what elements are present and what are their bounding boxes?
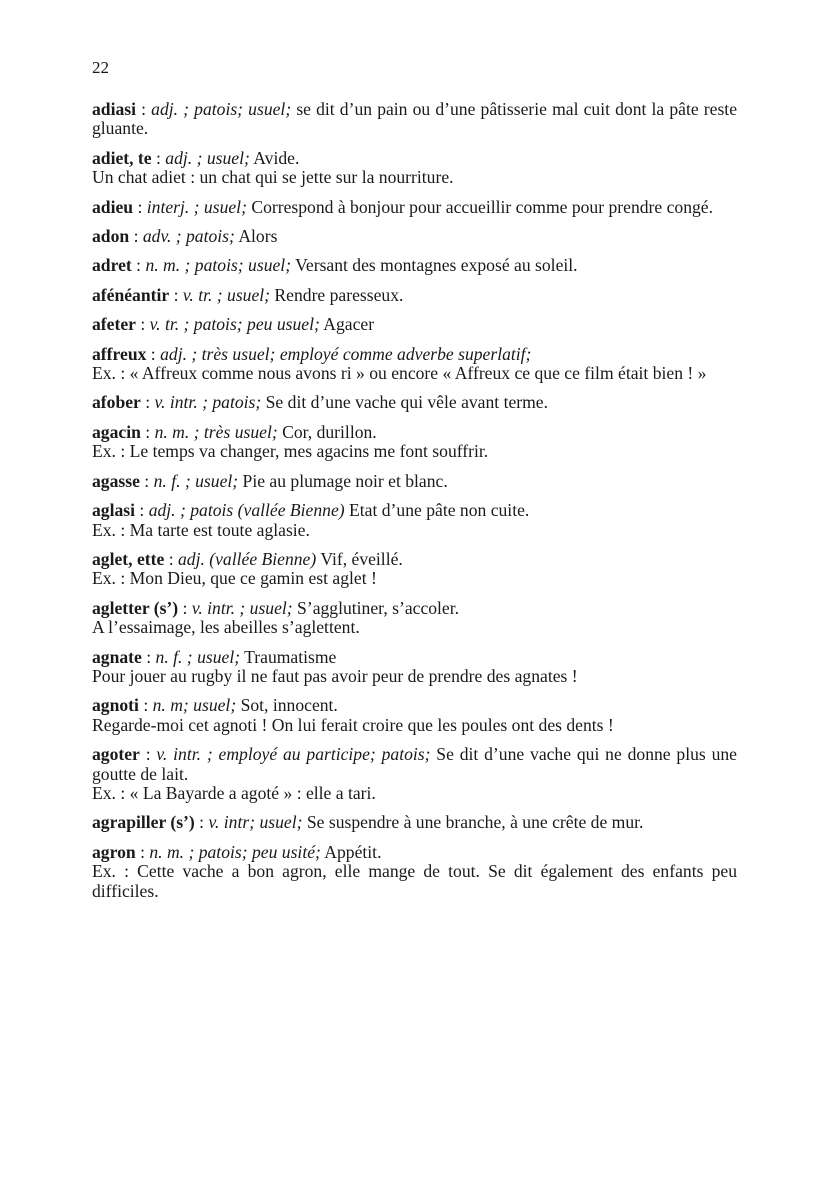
entry-definition: Appétit. <box>320 841 382 862</box>
entry-definition: Avide. <box>249 147 300 168</box>
entry-headword: agnate <box>92 646 142 667</box>
entry-grammar: adv. ; patois; <box>142 226 235 247</box>
dictionary-entry <box>92 100 737 139</box>
entry-example: Ex. : Cette vache a bon agron, elle mange de tout. Se dit également des enfants peu difficiles. <box>92 861 737 901</box>
entry-example: Ex. : « Affreux comme nous avons ri » ou encore « Affreux ce que ce film était bien ! » <box>92 363 707 384</box>
entry-headword: agrapiller (s’) <box>92 812 195 833</box>
entry-main-line <box>92 286 737 305</box>
entry-separator: : <box>178 597 192 618</box>
entry-grammar: v. intr. ; usuel; <box>191 597 293 618</box>
entry-headword: affreux <box>92 343 147 364</box>
entry-main-line <box>92 648 737 667</box>
entry-headword: agacin <box>92 421 141 442</box>
entries-list <box>92 100 737 901</box>
entry-definition: Correspond à bonjour pour accueillir comme pour prendre congé. <box>246 196 714 217</box>
entry-headword: agasse <box>92 470 140 491</box>
entry-main-line <box>92 550 737 569</box>
dictionary-entry <box>92 345 737 384</box>
entry-grammar: adj. ; usuel; <box>165 147 250 168</box>
entry-grammar: v. tr. ; usuel; <box>182 284 271 305</box>
entry-example: Ex. : Le temps va changer, mes agacins me font souffrir. <box>92 441 489 462</box>
entry-main-line <box>92 696 737 715</box>
dictionary-entry <box>92 501 737 540</box>
entry-separator: : <box>135 841 150 862</box>
entry-main-line <box>92 315 737 334</box>
entry-grammar: n. m. ; patois; usuel; <box>145 255 292 276</box>
dictionary-entry <box>92 286 737 305</box>
entry-headword: agron <box>92 841 136 862</box>
entry-main-line <box>92 745 737 784</box>
entry-separator: : <box>139 744 157 765</box>
entry-example: Pour jouer au rugby il ne faut pas avoir peur de prendre des agnates ! <box>92 665 578 686</box>
entry-definition: Agacer <box>319 314 375 335</box>
entry-definition: Vif, éveillé. <box>316 548 403 569</box>
dictionary-entry <box>92 648 737 687</box>
entry-separator: : <box>146 343 161 364</box>
entry-headword: afober <box>92 392 141 413</box>
entry-definition: Versant des montagnes exposé au soleil. <box>291 255 578 276</box>
entry-definition: Sot, innocent. <box>236 695 338 716</box>
entry-separator: : <box>129 226 143 247</box>
entry-definition: S’agglutiner, s’accoler. <box>292 597 460 618</box>
entry-grammar: adj. ; très usuel; employé comme adverbe superlatif; <box>160 343 532 364</box>
entry-separator: : <box>141 646 156 667</box>
entry-headword: aglet, ette <box>92 548 165 569</box>
dictionary-entry <box>92 315 737 334</box>
entry-definition: Se suspendre à une branche, à une crête de mur. <box>302 812 644 833</box>
entry-definition: se dit d’un pain ou d’une pâtisserie mal cuit dont la pâte reste gluante. <box>92 99 738 139</box>
entry-grammar: v. intr; usuel; <box>208 812 303 833</box>
entry-grammar: n. m; usuel; <box>152 695 237 716</box>
entry-definition: Rendre paresseux. <box>270 284 404 305</box>
entry-definition: Alors <box>234 226 278 247</box>
entry-separator: : <box>140 392 155 413</box>
entry-separator: : <box>133 196 147 217</box>
dictionary-entry <box>92 198 737 217</box>
entry-example: Un chat adiet : un chat qui se jette sur la nourriture. <box>92 167 454 188</box>
entry-main-line <box>92 423 737 442</box>
dictionary-entry <box>92 393 737 412</box>
entry-main-line <box>92 472 737 491</box>
dictionary-entry <box>92 227 737 246</box>
entry-headword: adiet, te <box>92 147 152 168</box>
entry-main-line <box>92 227 737 246</box>
entry-separator: : <box>164 548 178 569</box>
entry-separator: : <box>151 147 166 168</box>
page-number: 22 <box>92 58 109 77</box>
entry-definition: Traumatisme <box>240 646 337 667</box>
entry-headword: agnoti <box>92 695 139 716</box>
dictionary-entry <box>92 423 737 462</box>
entry-headword: aglasi <box>92 500 136 521</box>
entry-grammar: adj. (vallée Bienne) <box>177 548 317 569</box>
entry-definition: Se dit d’une vache qui vêle avant terme. <box>261 392 549 413</box>
entry-grammar: n. m. ; très usuel; <box>154 421 278 442</box>
entry-example: Ex. : Mon Dieu, que ce gamin est aglet ! <box>92 568 377 589</box>
dictionary-entry <box>92 843 737 901</box>
dictionary-entry <box>92 813 737 832</box>
dictionary-entry <box>92 599 737 638</box>
entry-definition: Se dit d’une vache qui ne donne plus une goutte de lait. <box>92 744 737 784</box>
entry-definition: Pie au plumage noir et blanc. <box>238 470 448 491</box>
entry-main-line <box>92 599 737 618</box>
entry-headword: agletter (s’) <box>92 597 179 618</box>
entry-headword: adiasi <box>92 99 137 119</box>
entry-separator: : <box>131 255 146 276</box>
entry-separator: : <box>139 470 154 491</box>
entry-main-line <box>92 149 737 168</box>
entry-definition: Cor, durillon. <box>277 421 377 442</box>
entry-grammar: n. m. ; patois; peu usité; <box>149 841 321 862</box>
entry-separator: : <box>136 99 152 119</box>
entry-headword: afeter <box>92 314 136 335</box>
entry-main-line <box>92 198 737 217</box>
dictionary-entry <box>92 745 737 803</box>
entry-grammar: v. intr. ; patois; <box>154 392 262 413</box>
entry-grammar: interj. ; usuel; <box>146 196 247 217</box>
entry-separator: : <box>135 500 149 521</box>
dictionary-entry <box>92 550 737 589</box>
entry-separator: : <box>140 421 155 442</box>
entry-example: A l’essaimage, les abeilles s’aglettent. <box>92 617 360 638</box>
entry-main-line <box>92 345 737 364</box>
entry-main-line <box>92 813 737 832</box>
entry-main-line <box>92 843 737 862</box>
entry-main-line <box>92 501 737 520</box>
entry-grammar: n. f. ; usuel; <box>155 646 241 667</box>
entry-headword: adon <box>92 226 130 247</box>
entry-grammar: adj. ; patois (vallée Bienne) <box>148 500 345 521</box>
entry-grammar: v. tr. ; patois; peu usuel; <box>149 314 320 335</box>
entry-headword: adieu <box>92 196 134 217</box>
entry-headword: afénéantir <box>92 284 170 305</box>
entry-example: Ex. : « La Bayarde a agoté » : elle a tari. <box>92 782 376 803</box>
entry-separator: : <box>169 284 183 305</box>
entry-headword: agoter <box>92 744 140 765</box>
entry-separator: : <box>135 314 150 335</box>
entry-main-line <box>92 256 737 275</box>
entry-grammar: v. intr. ; employé au participe; patois; <box>156 744 431 765</box>
entry-main-line <box>92 393 737 412</box>
entry-separator: : <box>194 812 209 833</box>
entry-definition: Etat d’une pâte non cuite. <box>344 500 530 521</box>
dictionary-entry <box>92 256 737 275</box>
dictionary-entry <box>92 149 737 188</box>
entry-example: Ex. : Ma tarte est toute aglasie. <box>92 519 310 540</box>
entry-grammar: adj. ; patois; usuel; <box>151 99 292 119</box>
dictionary-entry <box>92 696 737 735</box>
entry-separator: : <box>138 695 153 716</box>
entry-main-line <box>92 100 737 139</box>
entry-grammar: n. f. ; usuel; <box>153 470 239 491</box>
entry-headword: adret <box>92 255 132 276</box>
dictionary-page <box>92 58 737 911</box>
entry-example: Regarde-moi cet agnoti ! On lui ferait croire que les poules ont des dents ! <box>92 714 614 735</box>
dictionary-entry <box>92 472 737 491</box>
